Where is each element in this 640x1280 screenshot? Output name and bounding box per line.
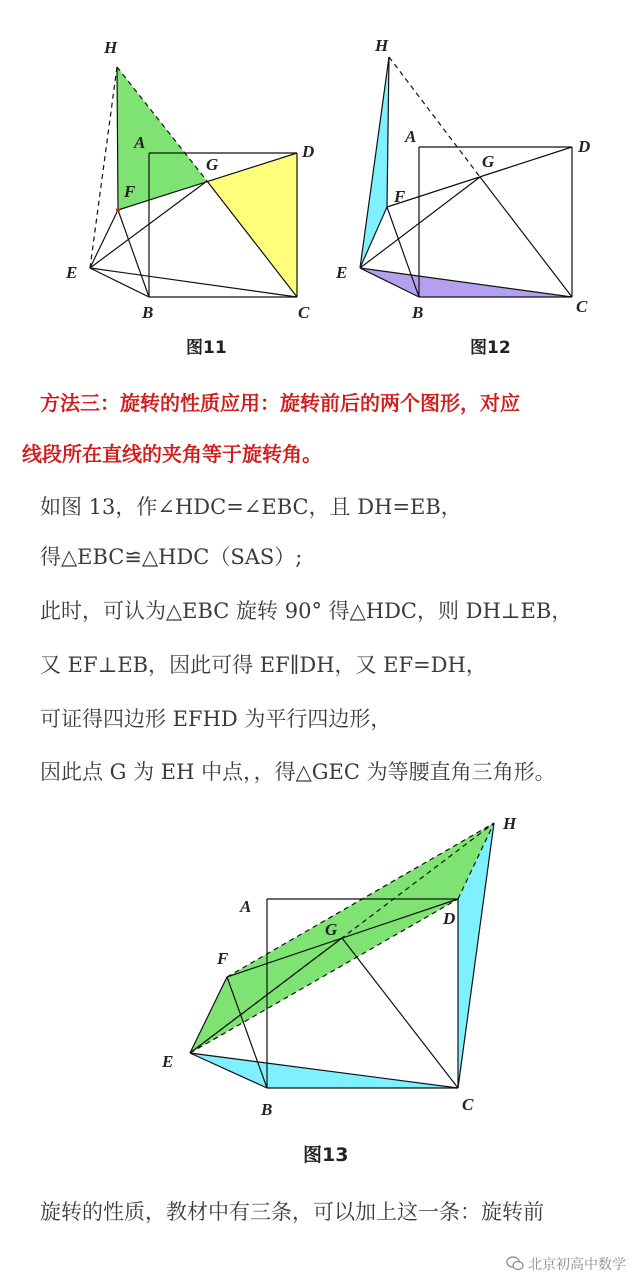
label-h: H [375,36,389,55]
figure-11-caption: 图11 [186,338,227,358]
label-a: A [240,897,252,916]
figure-13 [140,805,540,1125]
label-e: E [162,1052,174,1071]
label-c: C [298,303,310,320]
proof-line-4: 又 EF⊥EB，因此可得 EF∥DH，又 EF=DH， [40,653,487,677]
label-g: G [325,920,338,939]
label-d: D [302,142,315,161]
label-a: A [134,133,146,152]
label-b: B [412,303,424,320]
method-heading-line-2: 线段所在直线的夹角等于旋转角。 [22,442,322,466]
proof-line-1: 如图 13，作∠HDC=∠EBC，且 DH=EB， [40,495,462,519]
label-h: H [104,38,118,57]
label-f: F [217,949,229,968]
label-g: G [482,152,495,171]
label-a: A [405,127,417,146]
label-b: B [142,303,154,320]
watermark [506,1254,626,1274]
label-d: D [443,909,456,928]
proof-line-6: 因此点 G 为 EH 中点，，得△GEC 为等腰直角三角形。 [40,760,556,784]
label-h: H [503,814,517,833]
method-heading-line-1: 方法三：旋转的性质应用：旋转前后的两个图形，对应 [40,391,520,415]
label-e: E [336,263,348,282]
label-f: F [394,187,406,206]
proof-line-3: 此时，可认为△EBC 旋转 90° 得△HDC，则 DH⊥EB， [40,599,573,623]
label-c: C [576,297,588,316]
wechat-icon [506,1256,524,1271]
label-e: E [66,263,78,282]
figure-13-caption: 图13 [303,1144,349,1166]
figure-12 [330,20,640,320]
label-f: F [124,182,136,201]
yellow-triangle [207,153,297,297]
figure-11 [0,20,330,320]
watermark-text: 北京初高中数学 [528,1257,626,1273]
footer-text: 旋转的性质，教材中有三条，可以加上这一条：旋转前 [40,1200,544,1224]
label-b: B [261,1100,273,1119]
figure-12-caption: 图12 [470,338,511,358]
point-f-dot [116,208,120,212]
proof-line-5: 可证得四边形 EFHD 为平行四边形， [40,707,392,731]
label-g: G [206,155,219,174]
label-d: D [578,137,591,156]
label-c: C [462,1095,474,1114]
proof-line-2: 得△EBC≌△HDC（SAS）; [40,545,303,569]
